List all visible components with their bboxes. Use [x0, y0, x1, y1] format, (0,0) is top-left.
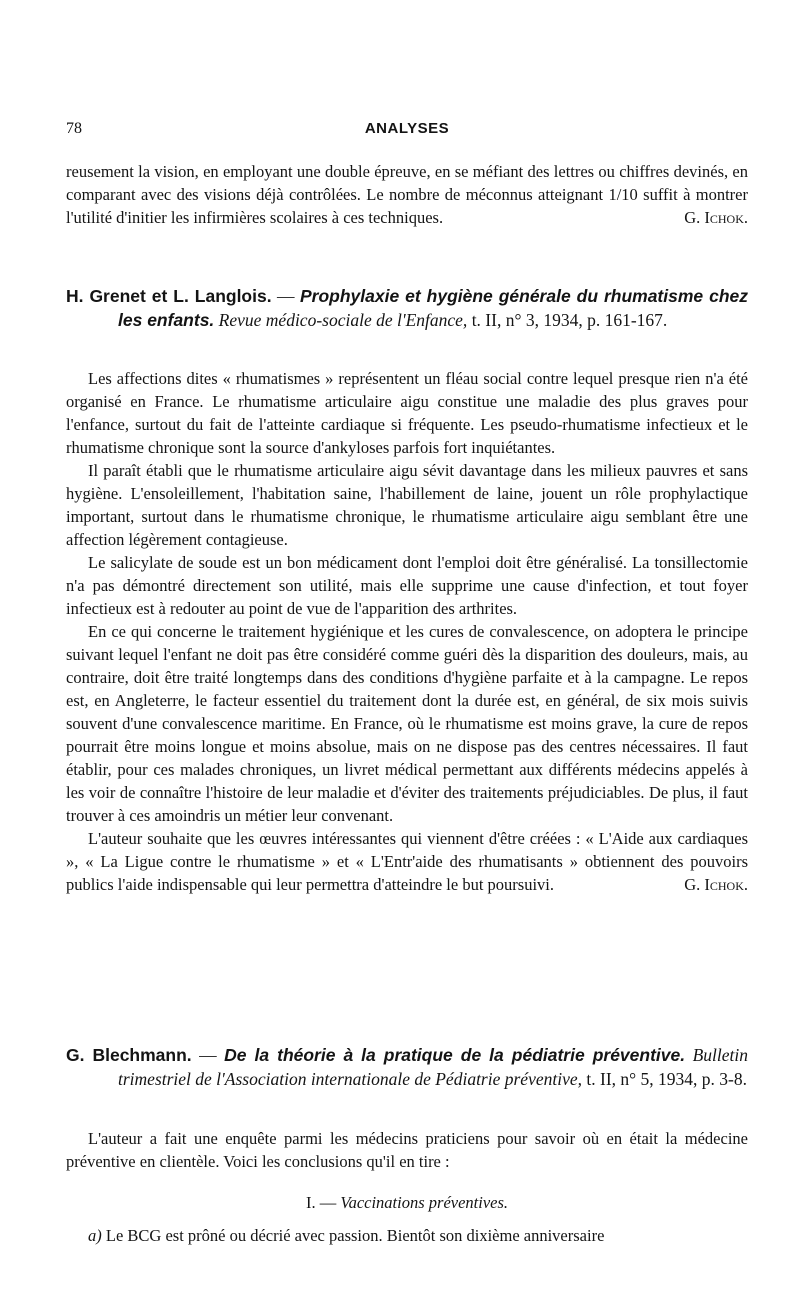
signature: G. Ichok.: [684, 208, 748, 227]
citation: t. II, n° 5, 1934, p. 3-8.: [582, 1069, 747, 1089]
paragraph: Les affections dites « rhumatismes » représentent un fléau social contre lequel presque rien n'a été organisé en France. Le rhumatisme articulaire aigu constitue une maladie des plus graves pour l'enfance, surtout du fait de l'atteinte cardiaque si fréquente. Les pseudo-rhumatisme infectieux et le rhumatisme chronique sont la source d'ankyloses parfois fort inquiétantes.: [66, 369, 748, 457]
review-body: [66, 367, 748, 896]
item-text: Le BCG est prôné ou décrié avec passion. Bientôt son dixième anniversaire: [101, 1226, 605, 1245]
continuation-paragraph: [66, 160, 748, 229]
section-title: Vaccinations préventives.: [340, 1193, 509, 1212]
review-body: [66, 1127, 748, 1173]
section-number: I. —: [305, 1193, 341, 1212]
review-title: Prophylaxie et hygiène générale du rhumatisme chez les enfants.: [118, 286, 748, 330]
page-number: 78: [66, 120, 82, 137]
review-title: De la théorie à la pratique de la pédiatrie préventive.: [224, 1045, 686, 1065]
paragraph: En ce qui concerne le traitement hygiénique et les cures de convalescence, on adoptera le principe suivant lequel l'enfant ne doit pas être considéré comme guéri dès la disparition des douleurs, mais, au contraire, doit être traité longtemps dans des conditions d'hygiène parfaite et à la campagne. Le repos est, en Angleterre, le facteur essentiel du traitement dont la durée est, en général, de six mois suivis souvent d'une convalescence maritime. En France, où le rhumatisme est moins grave, la cure de repos pourrait être moins longue et moins absolue, mais on ne dispose pas des centres nécessaires. Il faut établir, pour ces malades chroniques, un livret médical permettant aux différents médecins appelés à les voir de connaître l'histoire de leur maladie et d'éviter des traitements préjudiciables. De plus, il faut trouver à ces amoindris un métier leur convenant.: [66, 622, 748, 825]
paragraph: Il paraît établi que le rhumatisme articulaire aigu sévit davantage dans les milieux pauvres et sans hygiène. L'ensoleillement, l'habitation saine, l'habillement de laine, jouent un rôle prophylactique important, surtout dans le rhumatisme chronique, le rhumatisme articulaire aigu semblant être une affection légèrement contagieuse.: [66, 461, 748, 549]
review-heading: [66, 284, 748, 332]
title-dash: —: [271, 286, 300, 306]
paragraph: L'auteur a fait une enquête parmi les médecins praticiens pour savoir où en était la médecine préventive en clientèle. Voici les conclusions qu'il en tire :: [66, 1129, 748, 1171]
review-authors: H. Grenet et L. Langlois.: [66, 286, 272, 306]
title-dash: —: [191, 1045, 225, 1065]
journal-name: Bulletin trimestriel de l'Association internationale de Pédiatrie préventive,: [118, 1045, 749, 1089]
signature: G. Ichok.: [684, 875, 748, 894]
paragraph: L'auteur souhaite que les œuvres intéressantes qui viennent d'être créées : « L'Aide aux cardiaques », « La Ligue contre le rhumatisme » et « L'Entr'aide des rhumatisants » obtiennent des pouvoirs publics l'aide indispensable qui leur permettra d'atteindre le but poursuivi.: [66, 829, 748, 894]
citation: t. II, n° 3, 1934, p. 161-167.: [467, 310, 668, 330]
paragraph: Le salicylate de soude est un bon médicament dont l'emploi doit être généralisé. La tonsillectomie n'a pas démontré directement son utilité, mais elle supprime une cause d'infection, et tout foyer infectieux est à redouter au point de vue de l'apparition des arthrites.: [66, 553, 748, 618]
item-letter: a): [88, 1226, 102, 1245]
review-authors: G. Blechmann.: [66, 1045, 192, 1065]
review-heading: [66, 1043, 748, 1091]
continuation-text: reusement la vision, en employant une double épreuve, en se méfiant des lettres ou chiffres devinés, en comparant avec des visions déjà contrôlées. Le nombre de méconnus atteignant 1/10 suffit à montrer l'utilité d'initier les infirmières scolaires à ces techniques.: [66, 162, 748, 227]
section-heading: [66, 1193, 748, 1213]
list-item: [66, 1224, 748, 1247]
page-header: [66, 120, 748, 142]
journal-name: Revue médico-sociale de l'Enfance,: [214, 310, 468, 330]
running-title: ANALYSES: [364, 120, 450, 137]
